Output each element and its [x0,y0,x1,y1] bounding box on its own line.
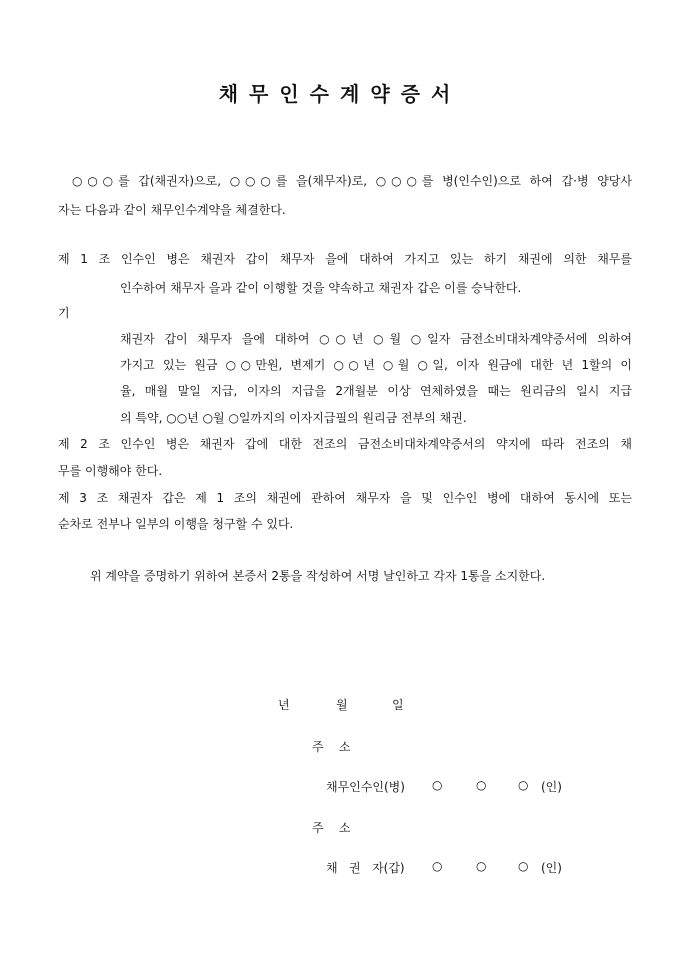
article-2-line-2: 무를 이행해야 한다. [58,464,163,478]
name-mark: ○ [518,778,529,792]
document-title: 채무인수계약증서 [218,82,462,106]
claim-line-2: 가지고 있는 원금 ○○만원, 변제기 ○○년 ○월 ○일, 이자 원금에 대한 년 1할의 이 [120,358,632,372]
address-label: 주 소 [312,740,351,754]
closing-statement: 위 계약을 증명하기 위하여 본증서 2통을 작성하여 서명 날인하고 각자 1통을 소지한다. [90,569,546,583]
seal-mark: (인) [541,861,562,875]
article-3-line-2: 순차로 전부나 일부의 이행을 청구할 수 있다. [58,517,294,531]
signer-role: 채무인수인(병) [326,780,405,794]
claim-line-4: 의 특약, ○○년 ○월 ○일까지의 이자지급필의 원리금 전부의 채권. [120,411,467,425]
name-mark: ○ [432,859,443,873]
name-mark: ○ [476,859,487,873]
date-month-label: 월 [336,698,348,712]
preamble-line-1: ○○○를 갑(채권자)으로, ○○○를 을(채무자)로, ○○○를 병(인수인)으로 하여 갑·병 양당사 [72,174,632,188]
signer-role: 채 권 자(갑) [326,861,405,875]
preamble-line-2: 자는 다음과 같이 채무인수계약을 체결한다. [58,203,286,217]
name-mark: ○ [518,859,529,873]
article-3-line-1: 제 3 조 채권자 갑은 제 1 조의 채권에 관하여 채무자 을 및 인수인 병에 대하여 동시에 또는 [58,491,632,505]
name-mark: ○ [476,778,487,792]
date-day-label: 일 [392,698,404,712]
claim-line-3: 율, 매월 말일 지급, 이자의 지급을 2개월분 이상 연체하였을 때는 원리금의 일시 지급 [120,384,632,398]
name-mark: ○ [432,778,443,792]
gi-label: 기 [58,306,70,320]
date-year-label: 년 [278,698,290,712]
article-2-line-1: 제 2 조 인수인 병은 채권자 갑에 대한 전조의 금전소비대차계약증서의 약지에 따라 전조의 채 [58,437,632,451]
article-1-line-1: 제 1 조 인수인 병은 채권자 갑이 채무자 을에 대하여 가지고 있는 하기 채권에 의한 채무를 [58,252,632,266]
claim-line-1: 채권자 갑이 채무자 을에 대하여 ○○년 ○월 ○일자 금전소비대차계약증서에 의하여 [120,332,632,346]
seal-mark: (인) [541,780,562,794]
address-label: 주 소 [312,821,351,835]
article-1-line-2: 인수하여 채무자 을과 같이 이행할 것을 약속하고 채권자 갑은 이를 승낙한다. [120,281,522,295]
